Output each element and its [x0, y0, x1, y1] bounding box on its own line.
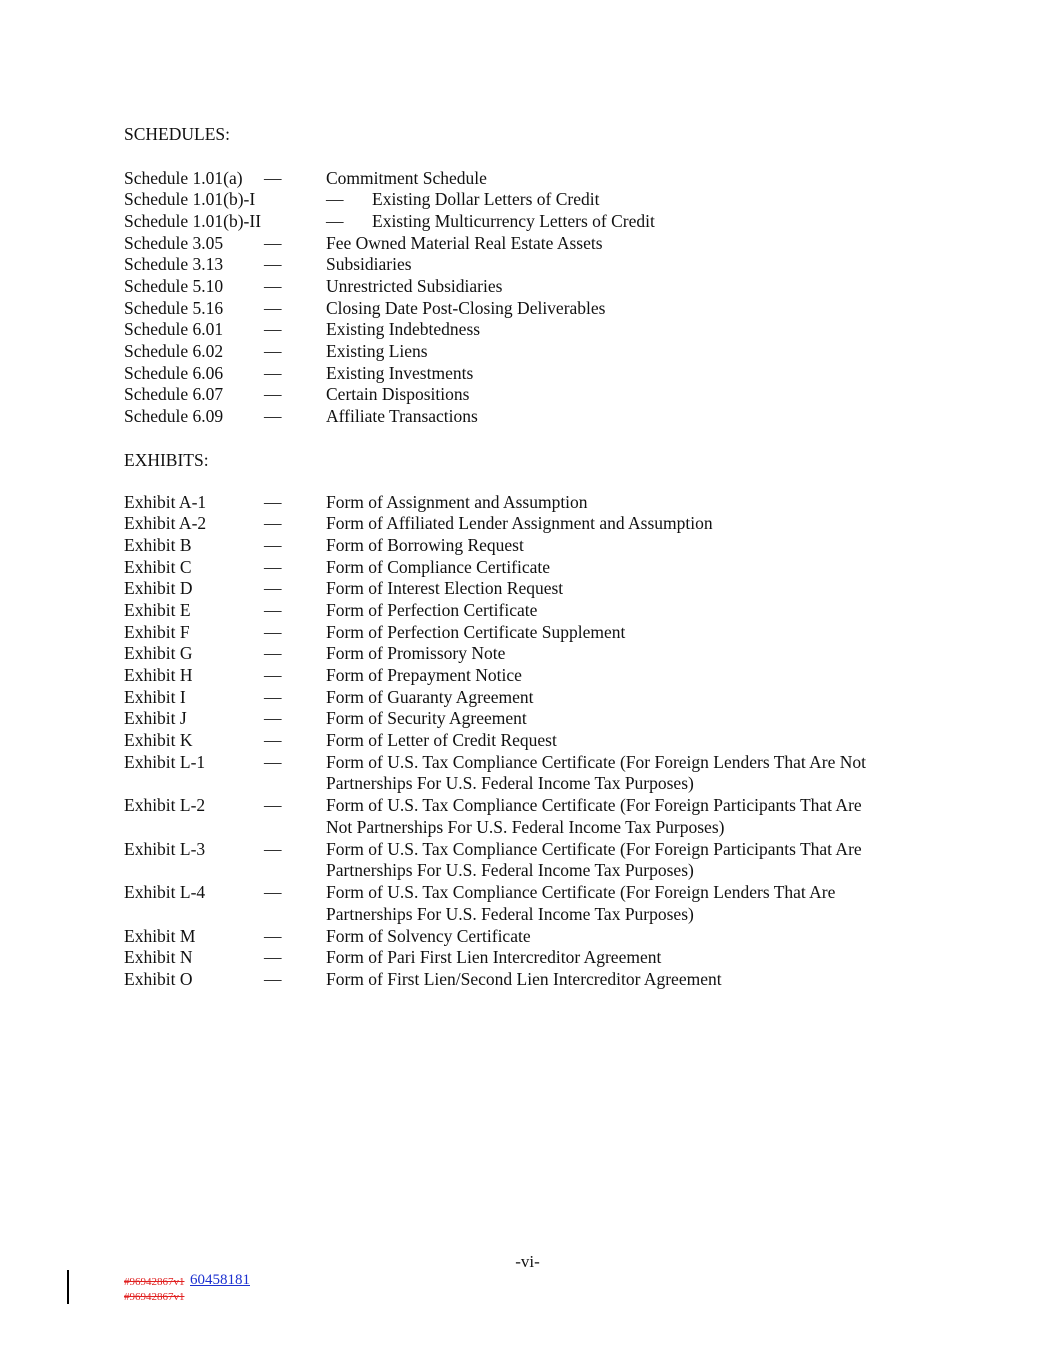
exhibit-desc-continued: Not Partnerships For U.S. Federal Income Tax Purposes)	[326, 817, 725, 837]
exhibit-desc: Form of Guaranty Agreement	[326, 687, 534, 707]
exhibit-label: Exhibit L-3	[124, 839, 206, 859]
exhibit-dash: —	[264, 752, 282, 772]
exhibit-desc: Form of Affiliated Lender Assignment and Assumption	[326, 513, 713, 533]
exhibit-dash: —	[264, 643, 282, 663]
exhibit-label: Exhibit B	[124, 535, 192, 555]
exhibit-label: Exhibit I	[124, 687, 186, 707]
schedule-label: Schedule 6.09	[124, 406, 224, 426]
schedule-desc: Existing Dollar Letters of Credit	[372, 189, 600, 209]
exhibit-dash: —	[264, 622, 282, 642]
exhibit-dash: —	[264, 730, 282, 750]
schedule-dash: —	[326, 211, 344, 231]
exhibit-label: Exhibit G	[124, 643, 193, 663]
exhibit-desc: Form of U.S. Tax Compliance Certificate (For Foreign Lenders That Are	[326, 882, 836, 902]
exhibit-dash: —	[264, 708, 282, 728]
exhibit-label: Exhibit L-1	[124, 752, 206, 772]
exhibits-heading: EXHIBITS:	[124, 450, 209, 470]
schedule-label: Schedule 1.01(b)-II	[124, 211, 262, 231]
deleted-doc-id-2: #96942867v1	[124, 1291, 185, 1303]
exhibit-label: Exhibit K	[124, 730, 193, 750]
schedule-label: Schedule 1.01(b)-I	[124, 189, 256, 209]
schedule-dash: —	[264, 168, 282, 188]
exhibit-desc: Form of Compliance Certificate	[326, 557, 551, 577]
schedule-dash: —	[264, 384, 282, 404]
exhibit-label: Exhibit E	[124, 600, 191, 620]
exhibit-dash: —	[264, 600, 282, 620]
exhibit-label: Exhibit C	[124, 557, 192, 577]
schedule-label: Schedule 6.06	[124, 363, 224, 383]
exhibit-desc: Form of Assignment and Assumption	[326, 492, 588, 512]
schedule-label: Schedule 6.07	[124, 384, 224, 404]
exhibit-dash: —	[264, 947, 282, 967]
exhibit-dash: —	[264, 513, 282, 533]
exhibit-dash: —	[264, 882, 282, 902]
exhibit-desc: Form of Promissory Note	[326, 643, 506, 663]
exhibit-desc: Form of Perfection Certificate Supplement	[326, 622, 626, 642]
schedule-desc: Closing Date Post-Closing Deliverables	[326, 298, 606, 318]
exhibit-desc-continued: Partnerships For U.S. Federal Income Tax Purposes)	[326, 860, 694, 880]
schedule-dash: —	[264, 254, 282, 274]
exhibit-desc: Form of Borrowing Request	[326, 535, 524, 555]
schedule-desc: Existing Liens	[326, 341, 428, 361]
schedule-dash: —	[326, 189, 344, 209]
exhibit-desc: Form of Prepayment Notice	[326, 665, 522, 685]
exhibit-desc: Form of U.S. Tax Compliance Certificate (For Foreign Participants That Are	[326, 839, 862, 859]
schedule-label: Schedule 5.16	[124, 298, 224, 318]
exhibit-dash: —	[264, 969, 282, 989]
schedule-dash: —	[264, 406, 282, 426]
exhibit-desc: Form of Letter of Credit Request	[326, 730, 557, 750]
schedule-dash: —	[264, 298, 282, 318]
schedule-label: Schedule 1.01(a)	[124, 168, 243, 188]
exhibit-dash: —	[264, 665, 282, 685]
exhibit-desc: Form of U.S. Tax Compliance Certificate (For Foreign Lenders That Are Not	[326, 752, 867, 772]
exhibit-label: Exhibit A-2	[124, 513, 207, 533]
schedule-label: Schedule 3.05	[124, 233, 224, 253]
exhibit-desc: Form of Solvency Certificate	[326, 926, 531, 946]
schedule-desc: Unrestricted Subsidiaries	[326, 276, 503, 296]
schedule-dash: —	[264, 341, 282, 361]
exhibit-label: Exhibit A-1	[124, 492, 207, 512]
exhibit-label: Exhibit L-2	[124, 795, 206, 815]
exhibit-dash: —	[264, 795, 282, 815]
exhibit-desc: Form of Security Agreement	[326, 708, 527, 728]
exhibit-label: Exhibit N	[124, 947, 193, 967]
exhibit-desc: Form of Perfection Certificate	[326, 600, 538, 620]
schedule-desc: Fee Owned Material Real Estate Assets	[326, 233, 603, 253]
exhibit-label: Exhibit J	[124, 708, 187, 728]
schedule-desc: Affiliate Transactions	[326, 406, 478, 426]
exhibit-dash: —	[264, 557, 282, 577]
revision-bar	[67, 1270, 69, 1304]
schedule-desc: Existing Multicurrency Letters of Credit	[372, 211, 655, 231]
schedule-label: Schedule 6.01	[124, 319, 224, 339]
schedule-desc: Existing Indebtedness	[326, 319, 481, 339]
schedule-desc: Commitment Schedule	[326, 168, 487, 188]
schedule-label: Schedule 3.13	[124, 254, 224, 274]
exhibit-dash: —	[264, 492, 282, 512]
schedule-dash: —	[264, 363, 282, 383]
exhibit-label: Exhibit O	[124, 969, 193, 989]
exhibit-desc: Form of Interest Election Request	[326, 578, 564, 598]
schedule-label: Schedule 5.10	[124, 276, 224, 296]
exhibit-label: Exhibit D	[124, 578, 193, 598]
schedule-dash: —	[264, 233, 282, 253]
schedule-desc: Subsidiaries	[326, 254, 412, 274]
schedule-dash: —	[264, 276, 282, 296]
schedule-desc: Certain Dispositions	[326, 384, 470, 404]
exhibit-label: Exhibit M	[124, 926, 196, 946]
inserted-doc-id: 60458181	[190, 1272, 250, 1288]
exhibit-dash: —	[264, 839, 282, 859]
exhibit-dash: —	[264, 535, 282, 555]
deleted-doc-id: #96942867v1	[124, 1276, 185, 1288]
exhibit-desc: Form of First Lien/Second Lien Intercreditor Agreement	[326, 969, 722, 989]
exhibit-desc: Form of Pari First Lien Intercreditor Agreement	[326, 947, 662, 967]
schedule-desc: Existing Investments	[326, 363, 474, 383]
exhibit-desc: Form of U.S. Tax Compliance Certificate (For Foreign Participants That Are	[326, 795, 862, 815]
schedules-heading: SCHEDULES:	[124, 124, 230, 144]
exhibit-label: Exhibit H	[124, 665, 193, 685]
schedule-label: Schedule 6.02	[124, 341, 224, 361]
exhibit-dash: —	[264, 687, 282, 707]
exhibit-label: Exhibit L-4	[124, 882, 206, 902]
exhibit-desc-continued: Partnerships For U.S. Federal Income Tax Purposes)	[326, 904, 694, 924]
exhibit-label: Exhibit F	[124, 622, 190, 642]
exhibit-dash: —	[264, 578, 282, 598]
exhibit-desc-continued: Partnerships For U.S. Federal Income Tax Purposes)	[326, 773, 694, 793]
schedule-dash: —	[264, 319, 282, 339]
page-number: -vi-	[515, 1252, 540, 1271]
exhibit-dash: —	[264, 926, 282, 946]
